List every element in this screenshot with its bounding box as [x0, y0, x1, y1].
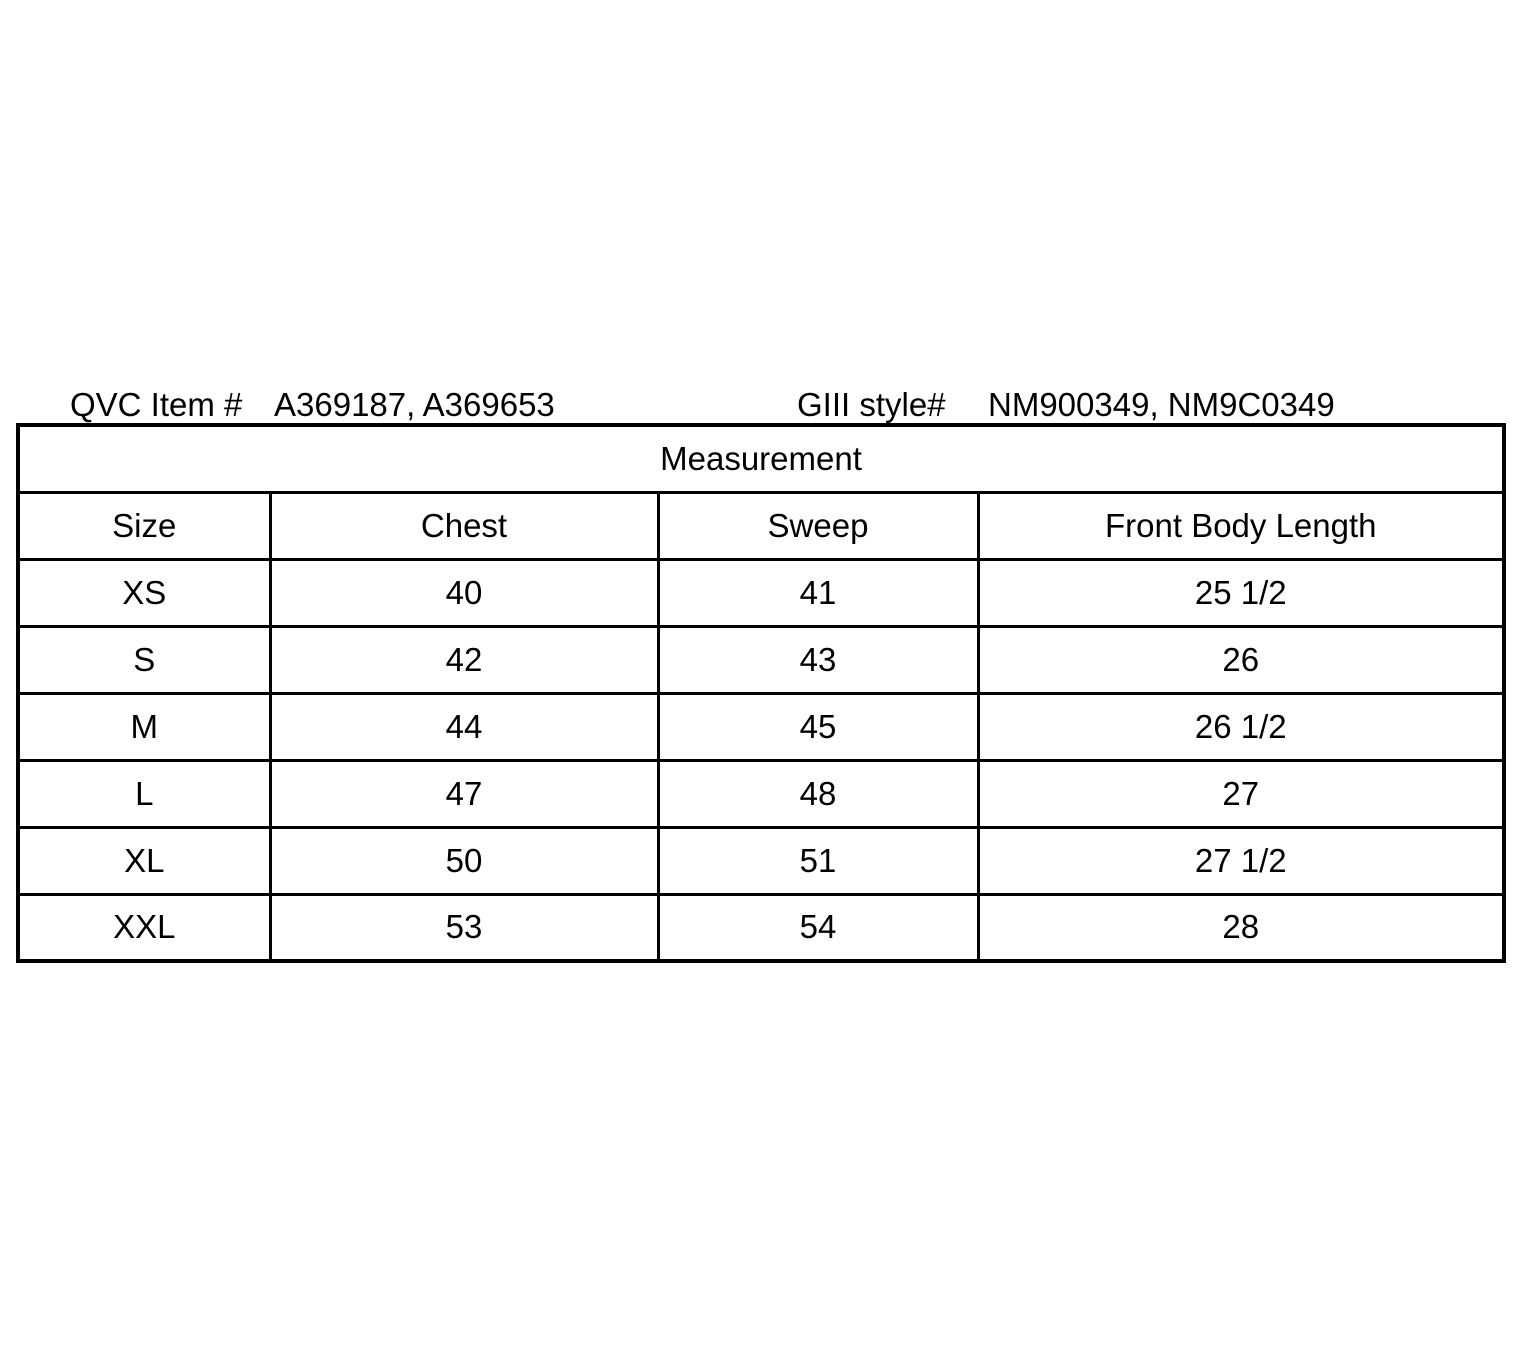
cell-size: M [18, 693, 270, 760]
cell-chest: 50 [270, 827, 658, 894]
cell-size: XS [18, 559, 270, 626]
qvc-item-value: A369187, A369653 [274, 386, 555, 423]
cell-chest: 42 [270, 626, 658, 693]
table-row-s [18, 626, 1504, 693]
cell-size: S [18, 626, 270, 693]
cell-front-body-length: 28 [978, 894, 1504, 961]
table-title-row [18, 425, 1504, 492]
cell-front-body-length: 26 [978, 626, 1504, 693]
cell-sweep: 43 [658, 626, 978, 693]
column-header-chest: Chest [270, 492, 658, 559]
table-row-xs [18, 559, 1504, 626]
cell-chest: 44 [270, 693, 658, 760]
giii-style-label: GIII style# [797, 386, 946, 423]
column-header-size: Size [18, 492, 270, 559]
table-row-m [18, 693, 1504, 760]
cell-chest: 40 [270, 559, 658, 626]
item-style-line [0, 384, 1518, 426]
table-row-xxl [18, 894, 1504, 961]
cell-sweep: 45 [658, 693, 978, 760]
cell-sweep: 48 [658, 760, 978, 827]
table-title: Measurement [18, 425, 1504, 492]
cell-front-body-length: 27 [978, 760, 1504, 827]
cell-sweep: 51 [658, 827, 978, 894]
giii-style-value: NM900349, NM9C0349 [988, 386, 1335, 423]
cell-sweep: 41 [658, 559, 978, 626]
column-header-front-body-length: Front Body Length [978, 492, 1504, 559]
table-row-xl [18, 827, 1504, 894]
cell-size: L [18, 760, 270, 827]
cell-front-body-length: 27 1/2 [978, 827, 1504, 894]
cell-size: XL [18, 827, 270, 894]
cell-chest: 53 [270, 894, 658, 961]
table-header-row [18, 492, 1504, 559]
qvc-item-label: QVC Item # [70, 386, 243, 423]
cell-front-body-length: 25 1/2 [978, 559, 1504, 626]
measurement-table [16, 423, 1506, 963]
cell-chest: 47 [270, 760, 658, 827]
table-row-l [18, 760, 1504, 827]
cell-size: XXL [18, 894, 270, 961]
cell-front-body-length: 26 1/2 [978, 693, 1504, 760]
cell-sweep: 54 [658, 894, 978, 961]
column-header-sweep: Sweep [658, 492, 978, 559]
